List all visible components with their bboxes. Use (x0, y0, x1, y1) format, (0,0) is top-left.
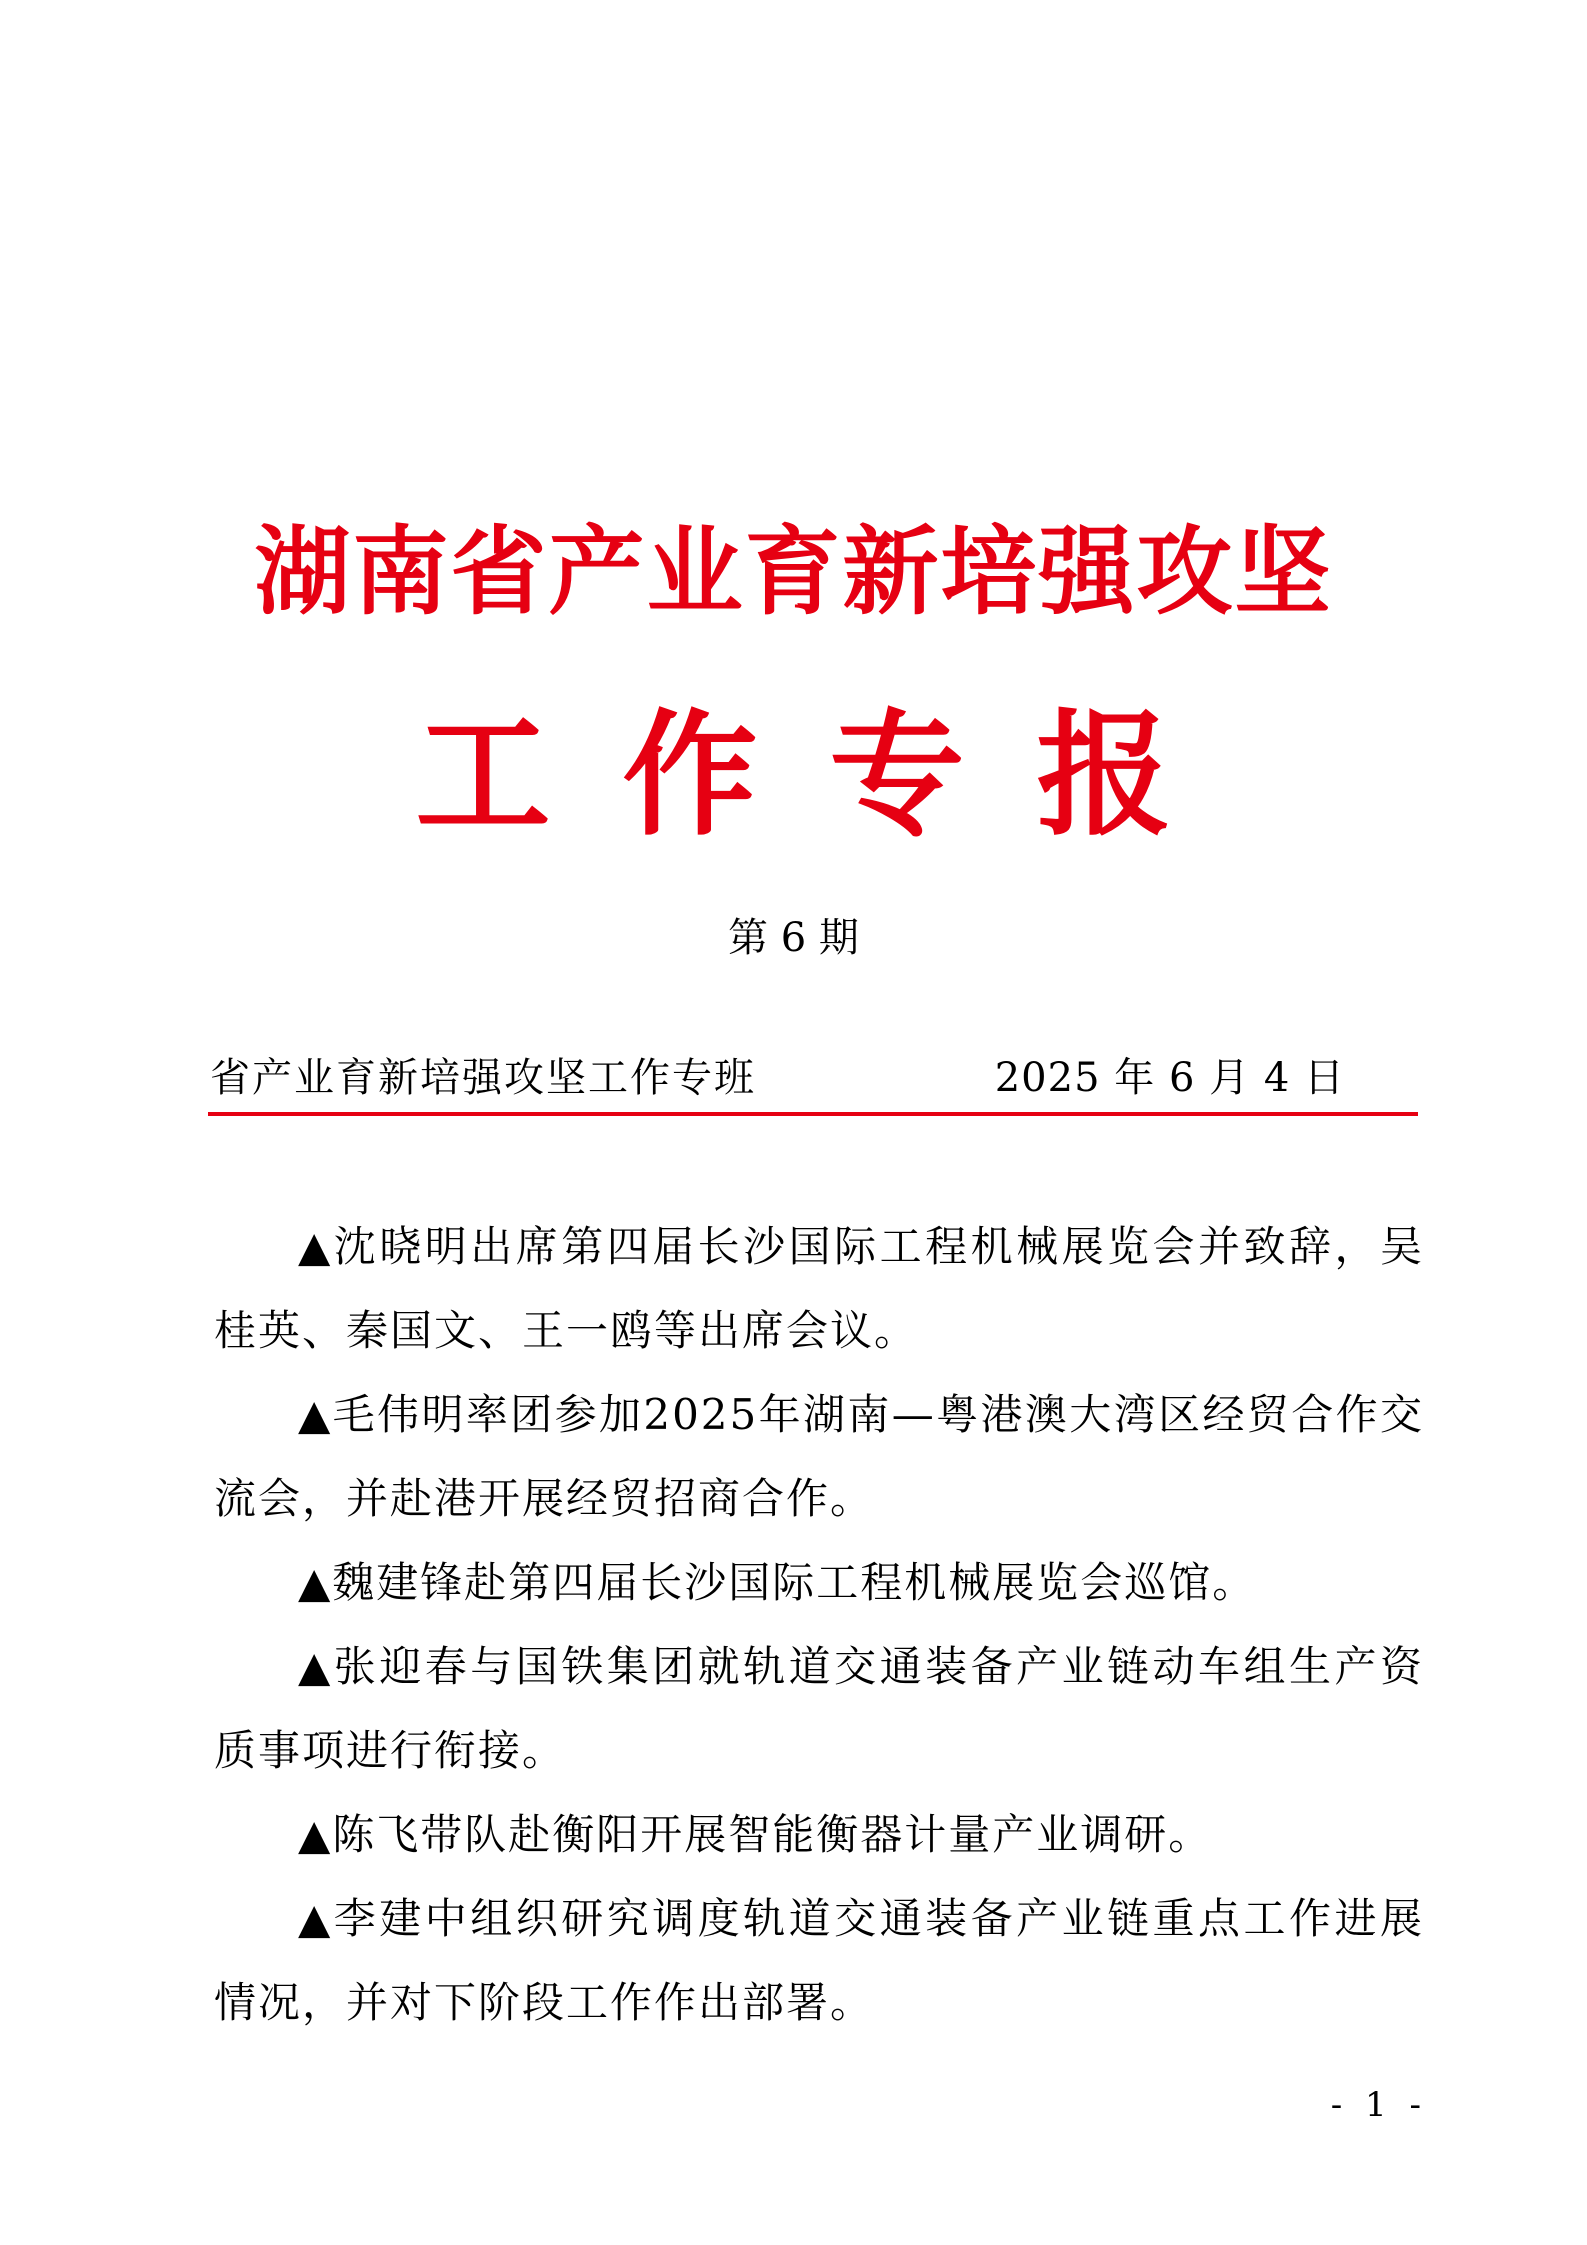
masthead (210, 1048, 1345, 1108)
list-item: ▲沈晓明出席第四届长沙国际工程机械展览会并致辞，吴桂英、秦国文、王一鸥等出席会议。 (214, 1222, 1424, 1355)
report-title-line2: 工作专报 (415, 695, 1244, 854)
list-item: ▲李建中组织研究调度轨道交通装备产业链重点工作进展情况，并对下阶段工作作出部署。 (214, 1894, 1424, 2027)
list-item: ▲毛伟明率团参加2025年湖南—粤港澳大湾区经贸合作交流会，并赴港开展经贸招商合作。 (214, 1390, 1424, 1523)
issuing-organization: 省产业育新培强攻坚工作专班 (210, 1055, 756, 1101)
report-title-line1: 湖南省产业育新培强攻坚 (254, 515, 1333, 628)
list-item: ▲陈飞带队赴衡阳开展智能衡器计量产业调研。 (298, 1810, 1213, 1859)
issue-number: 第 6 期 (728, 915, 859, 961)
list-item: ▲魏建锋赴第四届长沙国际工程机械展览会巡馆。 (298, 1558, 1257, 1607)
list-item: ▲张迎春与国铁集团就轨道交通装备产业链动车组生产资质事项进行衔接。 (214, 1642, 1424, 1775)
issue-date: 2025 年 6 月 4 日 (994, 1055, 1345, 1101)
page-number: - 1 - (1330, 2085, 1427, 2125)
red-divider-line (208, 1112, 1418, 1116)
report-body (214, 1205, 1424, 2045)
